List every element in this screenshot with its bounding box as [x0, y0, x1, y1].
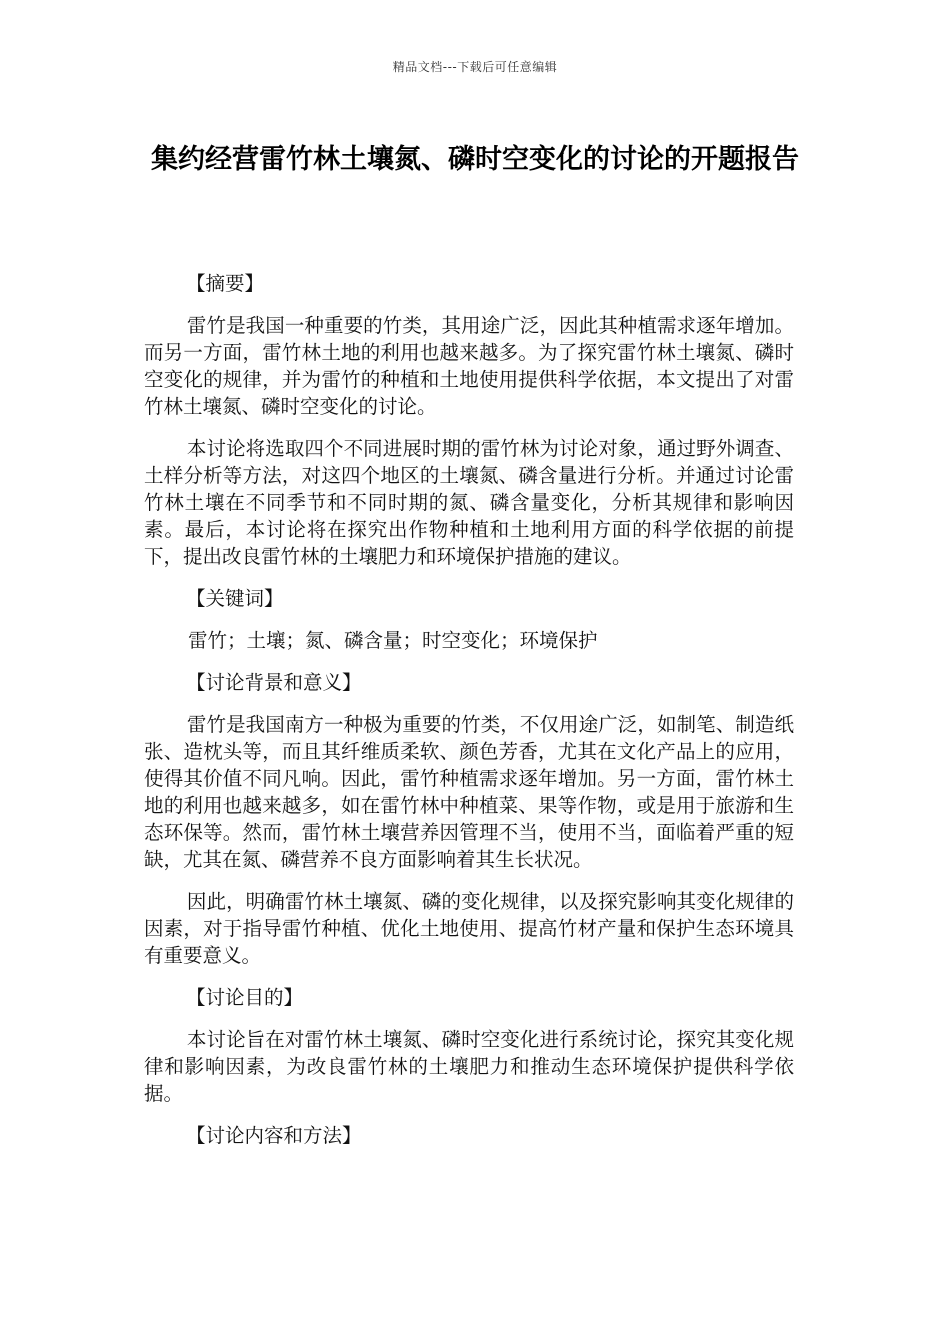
abstract-paragraph: 本讨论将选取四个不同进展时期的雷竹林为讨论对象，通过野外调查、土样分析等方法，对这四个地区的土壤氮、磷含量进行分析。并通过讨论雷竹林土壤在不同季节和不同时期的氮、磷含量变化，分析其规律和影响因素。最后，本讨论将在探究出作物种植和土地利用方面的科学依据的前提下，提出改良雷竹林的土壤肥力和环境保护措施的建议。 — [144, 437, 794, 568]
document-title: 集约经营雷竹林土壤氮、磷时空变化的讨论的开题报告 — [151, 144, 799, 175]
background-paragraph: 因此，明确雷竹林土壤氮、磷的变化规律，以及探究影响其变化规律的因素，对于指导雷竹种植、优化土地使用、提高竹材产量和保护生态环境具有重要意义。 — [144, 890, 794, 967]
abstract-heading: 【摘要】 — [186, 272, 265, 295]
methods-heading: 【讨论内容和方法】 — [186, 1124, 362, 1147]
document-body — [144, 270, 794, 1164]
background-heading: 【讨论背景和意义】 — [186, 671, 362, 694]
purpose-paragraph: 本讨论旨在对雷竹林土壤氮、磷时空变化进行系统讨论，探究其变化规律和影响因素，为改良雷竹林的土壤肥力和推动生态环境保护提供科学依据。 — [144, 1028, 794, 1105]
page-header: 精品文档---下载后可任意编辑 — [392, 60, 558, 74]
purpose-heading: 【讨论目的】 — [186, 986, 304, 1009]
background-paragraph: 雷竹是我国南方一种极为重要的竹类，不仅用途广泛，如制笔、制造纸张、造枕头等，而且其纤维质柔软、颜色芳香，尤其在文化产品上的应用，使得其价值不同凡响。因此，雷竹种植需求逐年增加。另一方面，雷竹林土地的利用也越来越多，如在雷竹林中种植菜、果等作物，或是用于旅游和生态环保等。然而，雷竹林土壤营养因管理不当，使用不当，面临着严重的短缺，尤其在氮、磷营养不良方面影响着其生长状况。 — [144, 713, 794, 871]
abstract-paragraph: 雷竹是我国一种重要的竹类，其用途广泛，因此其种植需求逐年增加。而另一方面，雷竹林土地的利用也越来越多。为了探究雷竹林土壤氮、磷时空变化的规律，并为雷竹的种植和土地使用提供科学依据，本文提出了对雷竹林土壤氮、磷时空变化的讨论。 — [144, 314, 794, 418]
keywords-text: 雷竹；土壤；氮、磷含量；时空变化；环境保护 — [188, 629, 598, 652]
keywords-heading: 【关键词】 — [186, 587, 284, 610]
